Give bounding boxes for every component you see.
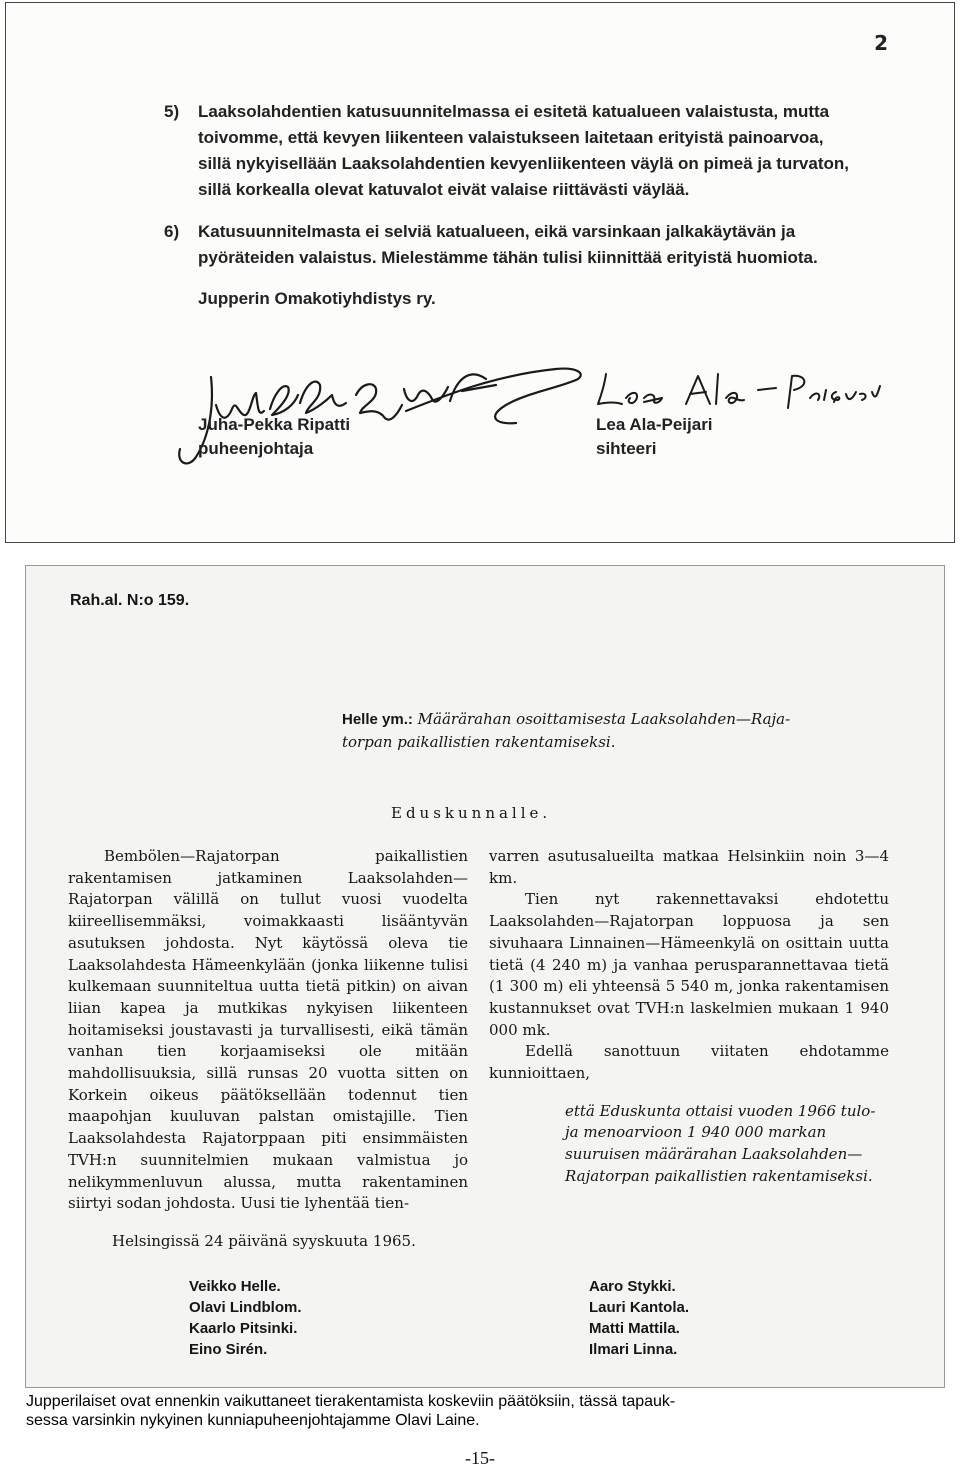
signer-name: Ilmari Linna. (589, 1341, 678, 1358)
motion-signers-left (189, 1276, 302, 1360)
point-line: sillä korkealla olevat katuvalot eivät valaise riittävästi väylää. (198, 180, 690, 199)
motion-paragraph: Tien nyt rakennettavaksi ehdotettu Laaksolahden—Rajatorpan loppuosa ja sen sivuhaara Linnainen—Hämeenkylä on osittain uutta tietä (4 240 m) ja vanhaa perusparannettavaa tietä (1 300 m) eli yhteensä 5 540 m, jonka rakentamisen kustannukset ovat TVH:n laskelmien mukaan 1 940 000 mk. (489, 890, 889, 1039)
letter-point-6 (164, 219, 894, 271)
letter-point-5 (164, 99, 894, 203)
signer-role: puheenjohtaja (198, 439, 314, 458)
motion-paragraph: varren asutusalueilta matkaa Helsinkiin noin 3—4 km. (489, 847, 889, 887)
signer-name: Aaro Stykki. (589, 1278, 676, 1295)
motion-scan (25, 565, 945, 1388)
signer-name: Lea Ala-Peijari (596, 415, 713, 434)
point-line: sillä nykyisellään Laaksolahdentien kevyenliikenteen väylä on pimeä ja turvaton, (198, 154, 849, 173)
motion-date: Helsingissä 24 päivänä syyskuuta 1965. (112, 1232, 416, 1250)
organization-name: Jupperin Omakotiyhdistys ry. (198, 289, 436, 308)
point-number: 6) (164, 222, 180, 241)
signer-ripatti (198, 413, 350, 461)
letter-page-number: 2 (874, 31, 888, 55)
point-number: 5) (164, 102, 180, 121)
signer-ala-peijari (596, 413, 713, 461)
signature-ala-peijari (586, 368, 886, 418)
signer-name: Veikko Helle. (189, 1278, 281, 1295)
motion-paragraph: Edellä sanottuun viitaten ehdotamme kunnioittaen, (489, 1042, 889, 1083)
signer-name: Lauri Kantola. (589, 1299, 690, 1316)
point-line: Katusuunnitelmasta ei selviä katualueen, eikä varsinkaan jalkakäytävän ja (198, 222, 796, 241)
motion-subject-name: Helle ym.: (342, 711, 413, 728)
caption-line: Jupperilaiset ovat ennenkin vaikuttaneet tierakentamista koskeviin päätöksiin, tässä tapauk- (26, 1393, 676, 1410)
motion-reference: Rah.al. N:o 159. (70, 592, 190, 609)
motion-subject-title: Määrärahan osoittamisesta Laaksolahden—Raja- (417, 710, 791, 728)
signer-name: Matti Mattila. (589, 1320, 680, 1337)
motion-column-left (68, 846, 468, 1215)
signer-role: sihteeri (596, 439, 657, 458)
motion-subject (342, 708, 902, 753)
signer-name: Eino Sirén. (189, 1341, 268, 1358)
point-line: Laaksolahdentien katusuunnitelmassa ei esitetä katualueen valaistusta, mutta (198, 102, 830, 121)
motion-subject-title-cont: torpan paikallistien rakentamiseksi. (342, 733, 616, 751)
point-line: pyöräteiden valaistus. Mielestämme tähän tulisi kiinnittää erityistä huomiota. (198, 248, 818, 267)
signer-name: Juha-Pekka Ripatti (198, 415, 351, 434)
point-line: toivomme, että kevyen liikenteen valaistukseen laitetaan erityistä painoarvoa, (198, 128, 824, 147)
motion-addressee: Eduskunnalle. (391, 804, 552, 822)
motion-column-right (489, 846, 889, 1188)
signer-name: Olavi Lindblom. (189, 1299, 302, 1316)
photo-caption (26, 1392, 926, 1430)
motion-proposal: että Eduskunta ottaisi vuoden 1966 tulo- ja menoarvioon 1 940 000 markan suuruisen määrärahan Laaksolahden—Rajatorpan paikallistien rakentamiseksi. (565, 1101, 876, 1185)
motion-paragraph: Bembölen—Rajatorpan paikallistien rakentamisen jatkaminen Laaksolahden—Rajatorpan välillä on tullut vuosi vuodelta kiireellisemmäksi, voimakkaasti lisääntyvän asutuksen johdosta. Nyt käytössä oleva tie Laaksolahdesta Hämeenkylään (jonka liikenne tulisi kulkemaan suunniteltua uutta tietä pitkin) on aivan liian kapea ja mutkikas nykyisen liikenteen hoitamiseksi joustavasti ja turvallisesti, eikä tämän vanhan tien korjaamiseksi ole mitään mahdollisuuksia, sillä runsas 20 vuotta sitten on Korkein oikeus päätöksellään todennut tien maapohjan kuuluvan palstan omistajille. Tien Laaksolahdesta Rajatorppaan piti ensimmäisten TVH:n suunnitelmien mukaan valmistua jo nelikymmenluvun alussa, mutta rakentaminen siirtyi sodan johdosta. Uusi tie lyhentää tien- (68, 847, 468, 1213)
letter-scan (5, 2, 955, 543)
signer-name: Kaarlo Pitsinki. (189, 1320, 298, 1337)
motion-signers-right (589, 1276, 689, 1360)
caption-line: sessa varsinkin nykyinen kunniapuheenjohtajamme Olavi Laine. (26, 1412, 480, 1429)
page-folio: -15- (465, 1448, 495, 1468)
